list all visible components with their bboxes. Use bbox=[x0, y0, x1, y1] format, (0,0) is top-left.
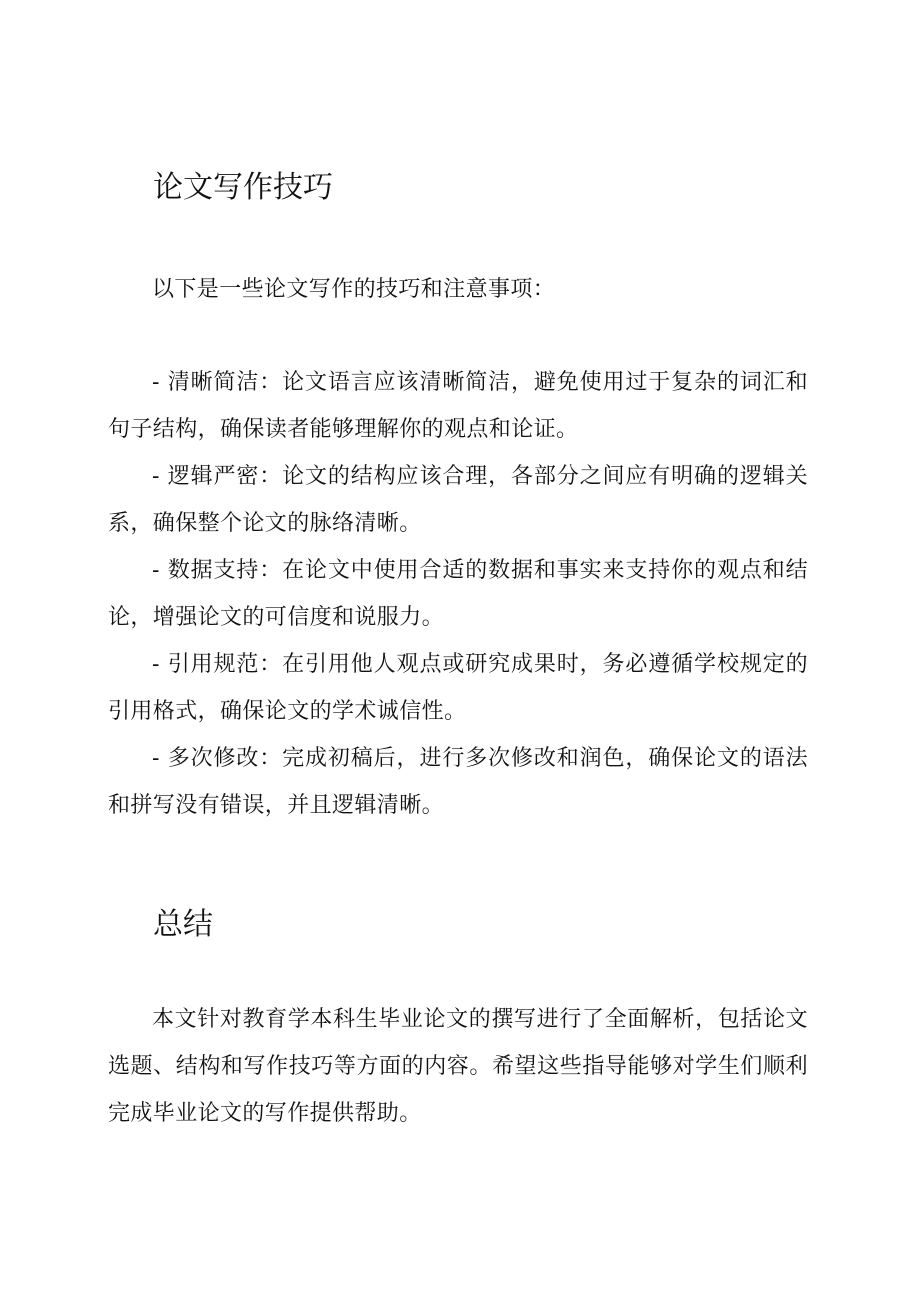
tip-item-revision: - 多次修改：完成初稿后，进行多次修改和润色，确保论文的语法和拼写没有错误，并且逻辑清晰。 bbox=[108, 746, 808, 818]
tip-item-data-support: - 数据支持：在论文中使用合适的数据和事实来支持你的观点和结论，增强论文的可信度和说服力。 bbox=[108, 558, 808, 630]
section-heading-summary: 总结 bbox=[153, 907, 213, 942]
tips-list bbox=[108, 359, 808, 829]
summary-paragraph: 本文针对教育学本科生毕业论文的撰写进行了全面解析，包括论文选题、结构和写作技巧等方面的内容。希望这些指导能够对学生们顺利完成毕业论文的写作提供帮助。 bbox=[108, 1007, 808, 1126]
tip-item-logic: - 逻辑严密：论文的结构应该合理，各部分之间应有明确的逻辑关系，确保整个论文的脉络清晰。 bbox=[108, 464, 808, 536]
tip-item-clarity: - 清晰简洁：论文语言应该清晰简洁，避免使用过于复杂的词汇和句子结构，确保读者能够理解你的观点和论证。 bbox=[108, 370, 808, 442]
intro-paragraph: 以下是一些论文写作的技巧和注意事项： bbox=[152, 277, 556, 302]
tip-item-citation: - 引用规范：在引用他人观点或研究成果时，务必遵循学校规定的引用格式，确保论文的学术诚信性。 bbox=[108, 652, 808, 724]
section-heading-writing-tips: 论文写作技巧 bbox=[153, 170, 333, 205]
